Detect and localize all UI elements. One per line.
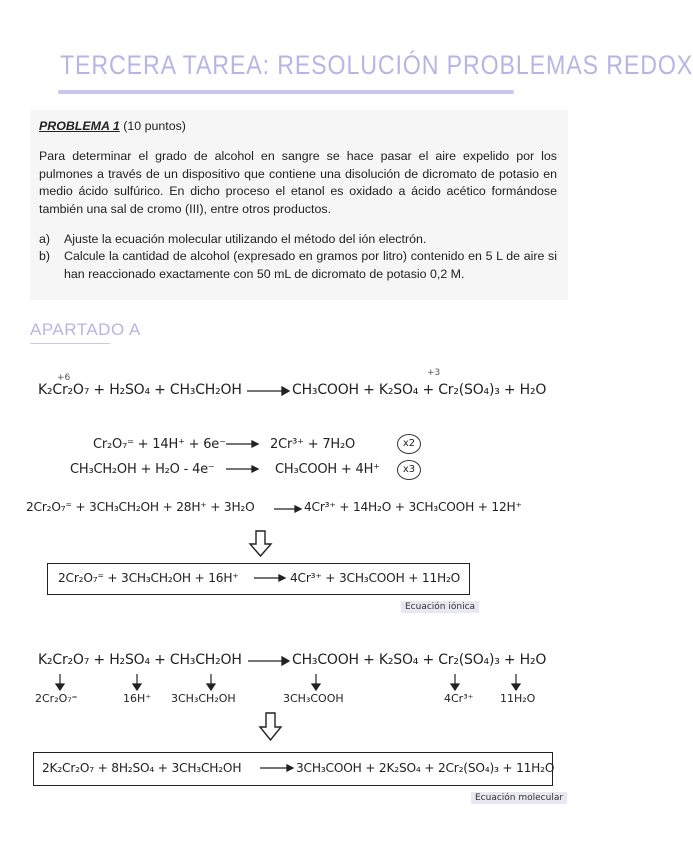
reduction-multiplier: x2 (397, 434, 421, 454)
section-title: APARTADO A (30, 320, 141, 339)
ox-state-cr-product: +3 (427, 368, 441, 378)
molecular-equation-box (33, 752, 553, 786)
coef-dichromate: 2Cr₂O₇⁼ (35, 692, 78, 705)
question-a-text: Ajuste la ecuación molecular utilizando el método del ión electrón. (64, 232, 427, 246)
ionic-equation-box (47, 563, 470, 595)
ionic-equation-left: 2Cr₂O₇⁼ + 3CH₃CH₂OH + 16H⁺ (58, 571, 239, 585)
molecular-equation-label: Ecuación molecular (471, 792, 567, 804)
ox-state-cr-reactant: +6 (57, 373, 71, 383)
oxidation-half-left: CH₃CH₂OH + H₂O - 4e⁻ (70, 462, 215, 477)
problem-text: Para determinar el grado de alcohol en sangre se hace pasar el aire expelido por los pulmones a través de un dispositivo que contiene una disolución de dicromato de potasio en medio ácido sulfúrico. En dicho proceso el etanol es oxidado a ácido acético formándose también una sal de cromo (III), entre otros productos. (39, 149, 557, 216)
coef-chromium-ion: 4Cr³⁺ (444, 692, 474, 705)
question-b-label: b) (39, 249, 51, 263)
question-a-label: a) (39, 232, 51, 246)
reduction-half-right: 2Cr³⁺ + 7H₂O (270, 437, 356, 452)
coef-water: 11H₂O (500, 692, 536, 705)
page-title: TERCERA TAREA: RESOLUCIÓN PROBLEMAS REDOX (60, 50, 693, 80)
ionic-equation-right: 4Cr³⁺ + 3CH₃COOH + 11H₂O (290, 571, 461, 585)
sum-equation-left: 2Cr₂O₇⁼ + 3CH₃CH₂OH + 28H⁺ + 3H₂O (26, 500, 255, 514)
problem-heading: PROBLEMA 1 (39, 119, 120, 133)
coef-hydrogen: 16H⁺ (123, 692, 152, 705)
unbalanced-reactants: K₂Cr₂O₇ + H₂SO₄ + CH₃CH₂OH (38, 382, 242, 398)
coef-ethanol: 3CH₃CH₂OH (171, 692, 236, 705)
coef-acetic-acid: 3CH₃COOH (283, 692, 344, 705)
molecular-equation-left: 2K₂Cr₂O₇ + 8H₂SO₄ + 3CH₃CH₂OH (42, 761, 242, 775)
mapping-reactants: K₂Cr₂O₇ + H₂SO₄ + CH₃CH₂OH (38, 652, 242, 668)
oxidation-half-right: CH₃COOH + 4H⁺ (275, 462, 380, 477)
problem-points: (10 puntos) (123, 119, 186, 133)
mapping-products: CH₃COOH + K₂SO₄ + Cr₂(SO₄)₃ + H₂O (292, 652, 547, 668)
reduction-half-left: Cr₂O₇⁼ + 14H⁺ + 6e⁻ (93, 437, 226, 452)
unbalanced-products: CH₃COOH + K₂SO₄ + Cr₂(SO₄)₃ + H₂O (292, 382, 547, 398)
question-b-text: Calcule la cantidad de alcohol (expresado en gramos por litro) contenido en 5 L de aire si han reaccionado exactamente con 50 mL de dicromato de potasio 0,2 M. (64, 249, 557, 281)
molecular-equation-right: 3CH₃COOH + 2K₂SO₄ + 2Cr₂(SO₄)₃ + 11H₂O (296, 761, 555, 775)
sum-equation-right: 4Cr³⁺ + 14H₂O + 3CH₃COOH + 12H⁺ (304, 500, 522, 514)
oxidation-multiplier: x3 (397, 460, 421, 480)
ionic-equation-label: Ecuación iónica (401, 601, 479, 613)
